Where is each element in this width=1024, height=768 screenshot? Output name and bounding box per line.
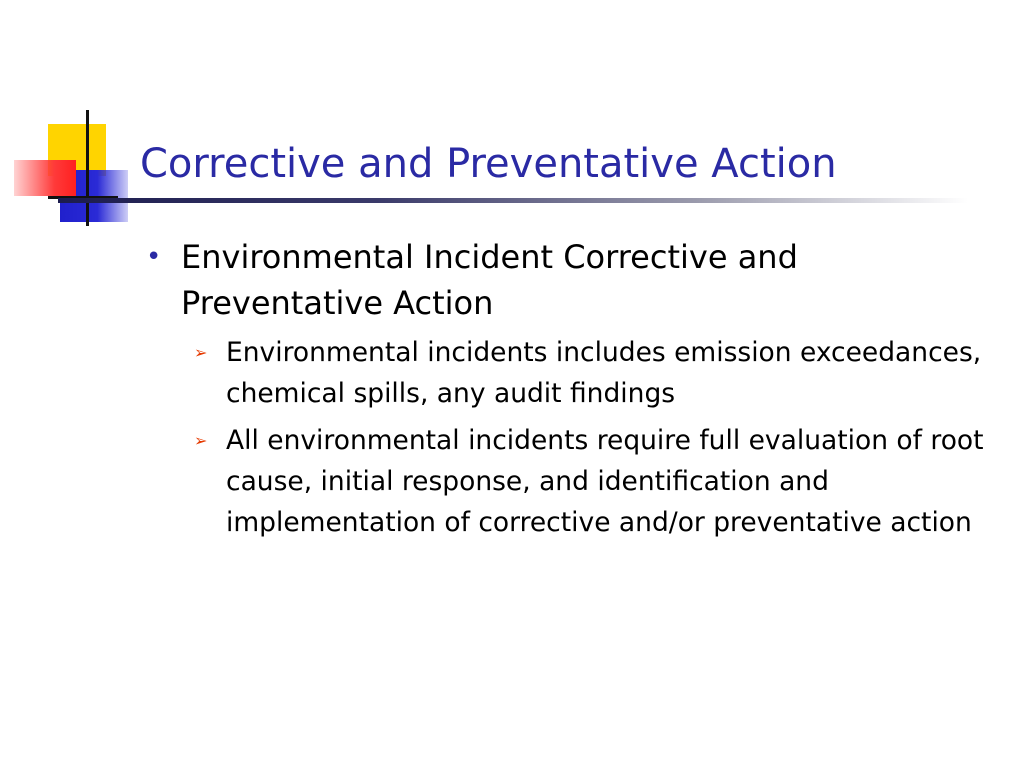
bullet-item <box>146 234 986 326</box>
sub-bullet-text: All environmental incidents require full evaluation of root cause, initial response, and identification and implementation of corrective and/or preventative action <box>226 425 984 538</box>
bullet-text: Environmental Incident Corrective and Preventative Action <box>181 238 798 322</box>
sub-bullet-item <box>194 420 986 543</box>
sub-bullet-text: Environmental incidents includes emission exceedances, chemical spills, any audit findings <box>226 337 982 409</box>
logo-red-square <box>14 160 76 196</box>
logo-crosshair-vertical <box>86 110 89 226</box>
slide-body <box>146 234 986 543</box>
bullet-dot-icon: • <box>146 242 162 272</box>
title-underline <box>58 198 968 203</box>
slide-title: Corrective and Preventative Action <box>140 141 837 187</box>
sub-bullet-item <box>194 332 986 414</box>
decorative-logo <box>0 0 140 240</box>
arrow-bullet-icon: ➢ <box>194 343 208 362</box>
arrow-bullet-icon: ➢ <box>194 431 208 450</box>
